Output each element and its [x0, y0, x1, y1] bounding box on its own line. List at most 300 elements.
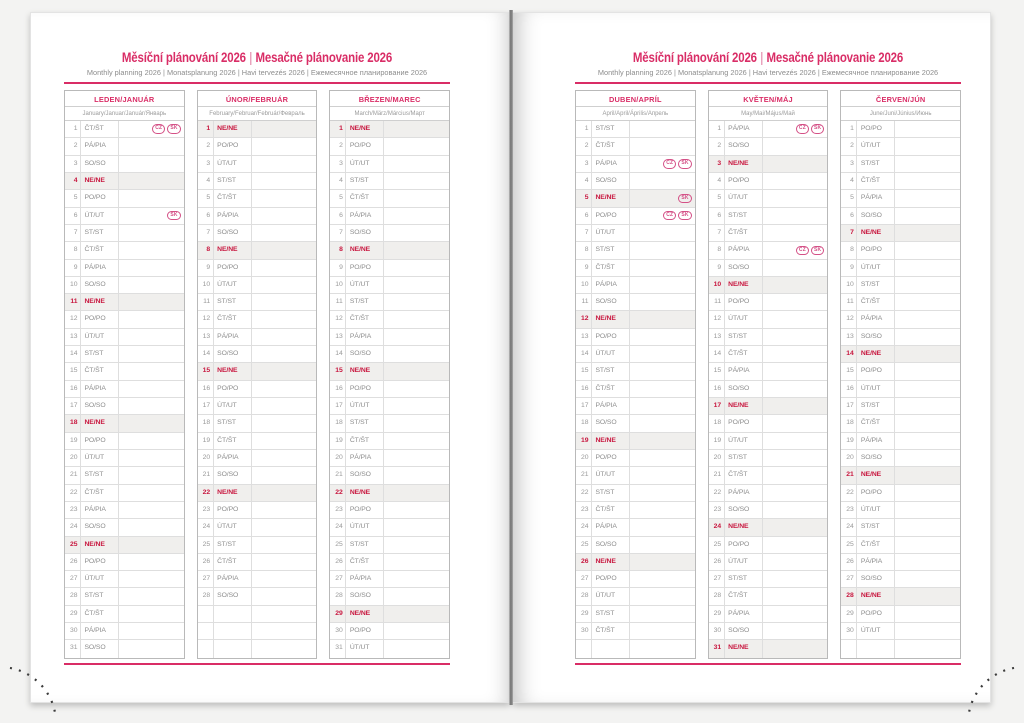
weekday-abbr: NE/NE	[81, 173, 119, 189]
weekday-abbr: ST/ST	[725, 571, 763, 587]
month-name: DUBEN/APRÍL	[576, 91, 695, 107]
notes-cell	[252, 554, 317, 570]
notes-cell	[252, 381, 317, 397]
date-number: 16	[198, 381, 214, 397]
day-row-unor-februar-4	[198, 173, 317, 190]
date-number: 27	[709, 571, 725, 587]
weekday-abbr: ST/ST	[214, 415, 252, 431]
notes-cell	[252, 519, 317, 535]
day-row-brezen-marec-7	[330, 225, 449, 242]
day-row-leden-januar-15	[65, 363, 184, 380]
notes-cell	[630, 588, 695, 604]
weekday-abbr: ÚT/UT	[592, 225, 630, 241]
notes-cell	[252, 311, 317, 327]
weekday-abbr: ÚT/UT	[346, 519, 384, 535]
notes-cell	[763, 277, 828, 293]
weekday-abbr: ÚT/UT	[81, 571, 119, 587]
day-row-leden-januar-7	[65, 225, 184, 242]
weekday-abbr: ÚT/UT	[346, 398, 384, 414]
day-row-cerven-jun-27	[841, 571, 960, 588]
empty-row	[576, 640, 695, 657]
weekday-abbr: SO/SO	[214, 225, 252, 241]
weekday-abbr: ÚT/UT	[346, 640, 384, 657]
day-row-kveten-maj-5	[709, 190, 828, 207]
date-number: 31	[330, 640, 346, 657]
date-number: 1	[330, 121, 346, 137]
date-number: 20	[198, 450, 214, 466]
day-row-unor-februar-16	[198, 381, 317, 398]
date-number: 15	[330, 363, 346, 379]
date-number: 27	[576, 571, 592, 587]
notes-cell	[252, 571, 317, 587]
date-number: 21	[65, 467, 81, 483]
date-number: 5	[841, 190, 857, 206]
weekday-abbr: SO/SO	[725, 502, 763, 518]
footer-rule	[575, 663, 961, 665]
date-number: 26	[576, 554, 592, 570]
date-number: 22	[709, 485, 725, 501]
holiday-badge-cz: CZ	[796, 124, 809, 134]
notes-cell	[119, 225, 184, 241]
weekday-abbr: SO/SO	[857, 208, 895, 224]
notes-cell	[384, 138, 449, 154]
date-number: 13	[198, 329, 214, 345]
date-number: 4	[709, 173, 725, 189]
day-row-duben-april-6	[576, 208, 695, 225]
day-row-leden-januar-31	[65, 640, 184, 657]
day-row-duben-april-22	[576, 485, 695, 502]
day-row-kveten-maj-25	[709, 537, 828, 554]
notes-cell	[895, 346, 960, 362]
day-row-unor-februar-26	[198, 554, 317, 571]
date-number: 9	[330, 260, 346, 276]
date-number: 17	[841, 398, 857, 414]
day-row-duben-april-21	[576, 467, 695, 484]
notes-cell	[119, 398, 184, 414]
weekday-abbr: ÚT/UT	[725, 433, 763, 449]
day-row-leden-januar-21	[65, 467, 184, 484]
notes-cell	[252, 623, 317, 639]
weekday-abbr: PO/PO	[81, 190, 119, 206]
weekday-abbr: NE/NE	[725, 398, 763, 414]
holiday-badge-sk: SK	[678, 159, 691, 169]
weekday-abbr	[214, 640, 252, 657]
date-number: 12	[709, 311, 725, 327]
day-row-duben-april-9	[576, 260, 695, 277]
weekday-abbr: SO/SO	[81, 156, 119, 172]
notes-cell	[119, 537, 184, 553]
date-number: 10	[330, 277, 346, 293]
weekday-abbr: ÚT/UT	[725, 190, 763, 206]
day-row-brezen-marec-17	[330, 398, 449, 415]
day-row-unor-februar-28	[198, 588, 317, 605]
day-row-kveten-maj-14	[709, 346, 828, 363]
weekday-abbr: ČT/ŠT	[592, 623, 630, 639]
notes-cell	[630, 433, 695, 449]
weekday-abbr: NE/NE	[346, 606, 384, 622]
weekday-abbr: ST/ST	[214, 294, 252, 310]
weekday-abbr: PÁ/PIA	[592, 156, 630, 172]
notes-cell	[119, 294, 184, 310]
weekday-abbr: PO/PO	[725, 294, 763, 310]
day-row-cerven-jun-29	[841, 606, 960, 623]
weekday-abbr: PÁ/PIA	[857, 554, 895, 570]
weekday-abbr: ČT/ŠT	[214, 311, 252, 327]
day-row-cerven-jun-25	[841, 537, 960, 554]
notes-cell	[384, 467, 449, 483]
notes-cell	[895, 381, 960, 397]
month-table-kveten-maj	[708, 90, 829, 659]
weekday-abbr: ÚT/UT	[857, 623, 895, 639]
weekday-abbr: ST/ST	[214, 537, 252, 553]
page-title-czech: Měsíční plánování 2026	[632, 49, 757, 65]
weekday-abbr: ÚT/UT	[857, 138, 895, 154]
day-row-unor-februar-3	[198, 156, 317, 173]
notes-cell	[763, 121, 828, 137]
date-number: 14	[330, 346, 346, 362]
day-row-unor-februar-21	[198, 467, 317, 484]
notes-cell	[384, 537, 449, 553]
weekday-abbr: NE/NE	[81, 294, 119, 310]
weekday-abbr: SO/SO	[592, 294, 630, 310]
notes-cell	[763, 415, 828, 431]
notes-cell	[895, 208, 960, 224]
day-row-brezen-marec-8	[330, 242, 449, 259]
page-subtitle: Monthly planning 2026 | Monatsplanung 2026 | Havi tervezés 2026 | Ежемесячное планирование 2026	[597, 68, 939, 77]
notes-cell	[252, 398, 317, 414]
day-row-duben-april-28	[576, 588, 695, 605]
weekday-abbr: SO/SO	[346, 225, 384, 241]
date-number: 21	[841, 467, 857, 483]
date-number: 2	[576, 138, 592, 154]
date-number: 15	[709, 363, 725, 379]
day-row-duben-april-15	[576, 363, 695, 380]
notes-cell	[252, 467, 317, 483]
weekday-abbr: ČT/ŠT	[725, 346, 763, 362]
day-row-brezen-marec-9	[330, 260, 449, 277]
notes-cell	[252, 294, 317, 310]
date-number: 9	[576, 260, 592, 276]
notes-cell	[384, 623, 449, 639]
notes-cell	[384, 606, 449, 622]
date-number: 12	[576, 311, 592, 327]
notes-cell	[895, 623, 960, 639]
notes-cell	[763, 190, 828, 206]
notes-cell	[384, 260, 449, 276]
weekday-abbr: SO/SO	[214, 346, 252, 362]
weekday-abbr: PO/PO	[592, 329, 630, 345]
day-row-duben-april-27	[576, 571, 695, 588]
weekday-abbr: ÚT/UT	[214, 156, 252, 172]
notes-cell	[763, 502, 828, 518]
day-row-brezen-marec-24	[330, 519, 449, 536]
weekday-abbr: PÁ/PIA	[592, 277, 630, 293]
day-row-cerven-jun-30	[841, 623, 960, 640]
day-row-duben-april-16	[576, 381, 695, 398]
date-number: 11	[576, 294, 592, 310]
weekday-abbr: ČT/ŠT	[857, 415, 895, 431]
notes-cell	[763, 346, 828, 362]
notes-cell	[763, 554, 828, 570]
weekday-abbr: ST/ST	[81, 346, 119, 362]
page-title-slovak: Mesačné plánovanie 2026	[766, 49, 904, 65]
weekday-abbr: SO/SO	[725, 260, 763, 276]
day-row-unor-februar-24	[198, 519, 317, 536]
weekday-abbr: ČT/ŠT	[81, 121, 119, 137]
date-number: 9	[65, 260, 81, 276]
date-number: 14	[841, 346, 857, 362]
notes-cell	[252, 173, 317, 189]
date-number: 6	[330, 208, 346, 224]
notes-cell	[252, 260, 317, 276]
weekday-abbr: ST/ST	[81, 467, 119, 483]
date-number: 17	[198, 398, 214, 414]
date-number: 8	[330, 242, 346, 258]
date-number: 6	[198, 208, 214, 224]
date-number: 21	[198, 467, 214, 483]
notes-cell	[763, 467, 828, 483]
day-row-cerven-jun-4	[841, 173, 960, 190]
notes-cell	[384, 398, 449, 414]
weekday-abbr: PO/PO	[857, 242, 895, 258]
weekday-abbr: PÁ/PIA	[725, 242, 763, 258]
month-table-cerven-jun	[840, 90, 961, 659]
notes-cell	[119, 450, 184, 466]
date-number: 19	[65, 433, 81, 449]
day-row-cerven-jun-9	[841, 260, 960, 277]
day-row-cerven-jun-22	[841, 485, 960, 502]
notes-cell	[119, 606, 184, 622]
notes-cell	[763, 329, 828, 345]
weekday-abbr: PÁ/PIA	[346, 450, 384, 466]
day-row-cerven-jun-20	[841, 450, 960, 467]
day-row-unor-februar-11	[198, 294, 317, 311]
date-number: 23	[709, 502, 725, 518]
weekday-abbr: ST/ST	[346, 173, 384, 189]
notes-cell	[252, 606, 317, 622]
day-row-duben-april-26	[576, 554, 695, 571]
date-number: 2	[198, 138, 214, 154]
day-row-cerven-jun-8	[841, 242, 960, 259]
notes-cell	[763, 398, 828, 414]
date-number: 18	[198, 415, 214, 431]
day-row-leden-januar-20	[65, 450, 184, 467]
date-number: 25	[330, 537, 346, 553]
day-row-kveten-maj-29	[709, 606, 828, 623]
weekday-abbr: ÚT/UT	[725, 554, 763, 570]
date-number: 19	[841, 433, 857, 449]
notes-cell	[895, 260, 960, 276]
weekday-abbr: ÚT/UT	[346, 156, 384, 172]
day-row-leden-januar-5	[65, 190, 184, 207]
date-number: 22	[841, 485, 857, 501]
notes-cell	[763, 588, 828, 604]
day-row-kveten-maj-1	[709, 121, 828, 138]
notes-cell	[895, 156, 960, 172]
date-number: 3	[576, 156, 592, 172]
day-row-kveten-maj-12	[709, 311, 828, 328]
day-row-brezen-marec-15	[330, 363, 449, 380]
date-number: 20	[709, 450, 725, 466]
notes-cell	[252, 433, 317, 449]
day-row-duben-april-25	[576, 537, 695, 554]
notes-cell	[252, 190, 317, 206]
notes-cell	[384, 554, 449, 570]
month-table-brezen-marec	[329, 90, 450, 659]
notes-cell	[384, 502, 449, 518]
notes-cell	[763, 606, 828, 622]
date-number: 16	[65, 381, 81, 397]
weekday-abbr	[857, 640, 895, 657]
day-row-leden-januar-14	[65, 346, 184, 363]
weekday-abbr: ÚT/UT	[214, 277, 252, 293]
day-row-cerven-jun-19	[841, 433, 960, 450]
weekday-abbr: NE/NE	[346, 242, 384, 258]
day-row-cerven-jun-6	[841, 208, 960, 225]
date-number: 28	[330, 588, 346, 604]
weekday-abbr: ÚT/UT	[857, 260, 895, 276]
day-row-leden-januar-6	[65, 208, 184, 225]
weekday-abbr: SO/SO	[81, 398, 119, 414]
day-row-cerven-jun-13	[841, 329, 960, 346]
weekday-abbr: ČT/ŠT	[81, 606, 119, 622]
weekday-abbr: ČT/ŠT	[81, 363, 119, 379]
weekday-abbr: PO/PO	[346, 502, 384, 518]
day-row-cerven-jun-11	[841, 294, 960, 311]
notes-cell	[119, 208, 184, 224]
weekday-abbr: PO/PO	[346, 623, 384, 639]
weekday-abbr: ÚT/UT	[857, 502, 895, 518]
day-row-brezen-marec-13	[330, 329, 449, 346]
date-number: 23	[841, 502, 857, 518]
date-number: 7	[576, 225, 592, 241]
weekday-abbr: ST/ST	[592, 121, 630, 137]
date-number	[576, 640, 592, 657]
day-row-duben-april-30	[576, 623, 695, 640]
date-number: 8	[198, 242, 214, 258]
weekday-abbr: SO/SO	[857, 571, 895, 587]
day-row-brezen-marec-2	[330, 138, 449, 155]
date-number: 11	[65, 294, 81, 310]
month-table-leden-januar	[64, 90, 185, 659]
notes-cell	[630, 156, 695, 172]
day-row-brezen-marec-29	[330, 606, 449, 623]
notes-cell	[384, 277, 449, 293]
weekday-abbr: ČT/ŠT	[592, 260, 630, 276]
notes-cell	[119, 156, 184, 172]
day-row-brezen-marec-10	[330, 277, 449, 294]
notes-cell	[630, 260, 695, 276]
weekday-abbr: ČT/ŠT	[214, 190, 252, 206]
notes-cell	[895, 173, 960, 189]
day-row-kveten-maj-7	[709, 225, 828, 242]
day-row-kveten-maj-11	[709, 294, 828, 311]
weekday-abbr: ČT/ŠT	[725, 225, 763, 241]
day-row-unor-februar-5	[198, 190, 317, 207]
day-row-cerven-jun-28	[841, 588, 960, 605]
notes-cell	[895, 571, 960, 587]
date-number: 5	[576, 190, 592, 206]
notes-cell	[630, 346, 695, 362]
weekday-abbr: SO/SO	[81, 277, 119, 293]
month-table-duben-april	[575, 90, 696, 659]
weekday-abbr: ÚT/UT	[346, 277, 384, 293]
weekday-abbr: ST/ST	[857, 519, 895, 535]
day-row-kveten-maj-22	[709, 485, 828, 502]
date-number: 20	[576, 450, 592, 466]
day-row-leden-januar-4	[65, 173, 184, 190]
date-number: 7	[709, 225, 725, 241]
day-row-brezen-marec-16	[330, 381, 449, 398]
date-number: 1	[576, 121, 592, 137]
notes-cell	[763, 311, 828, 327]
date-number: 18	[330, 415, 346, 431]
notes-cell	[895, 640, 960, 657]
date-number: 5	[709, 190, 725, 206]
day-row-duben-april-12	[576, 311, 695, 328]
date-number: 4	[65, 173, 81, 189]
weekday-abbr: ST/ST	[725, 329, 763, 345]
notes-cell	[252, 208, 317, 224]
date-number: 25	[709, 537, 725, 553]
notes-cell	[119, 121, 184, 137]
notes-cell	[630, 208, 695, 224]
holiday-badge-cz: CZ	[663, 159, 676, 169]
date-number: 29	[65, 606, 81, 622]
day-row-duben-april-13	[576, 329, 695, 346]
page-title-czech: Měsíční plánování 2026	[121, 49, 246, 65]
weekday-abbr: ČT/ŠT	[725, 467, 763, 483]
date-number: 4	[198, 173, 214, 189]
notes-cell	[630, 381, 695, 397]
date-number: 11	[841, 294, 857, 310]
weekday-abbr: PÁ/PIA	[857, 190, 895, 206]
notes-cell	[384, 225, 449, 241]
notes-cell	[630, 554, 695, 570]
notes-cell	[630, 277, 695, 293]
date-number: 25	[198, 537, 214, 553]
date-number: 16	[841, 381, 857, 397]
notes-cell	[763, 208, 828, 224]
day-row-unor-februar-25	[198, 537, 317, 554]
weekday-abbr: ST/ST	[81, 588, 119, 604]
weekday-abbr: NE/NE	[592, 190, 630, 206]
notes-cell	[895, 363, 960, 379]
day-row-duben-april-11	[576, 294, 695, 311]
weekday-abbr: ST/ST	[857, 156, 895, 172]
notes-cell	[895, 242, 960, 258]
weekday-abbr: ČT/ŠT	[214, 554, 252, 570]
date-number: 20	[65, 450, 81, 466]
day-row-leden-januar-16	[65, 381, 184, 398]
notes-cell	[763, 433, 828, 449]
day-row-brezen-marec-1	[330, 121, 449, 138]
day-row-duben-april-14	[576, 346, 695, 363]
date-number: 24	[65, 519, 81, 535]
notes-cell	[252, 485, 317, 501]
notes-cell	[252, 415, 317, 431]
notes-cell	[252, 242, 317, 258]
day-row-leden-januar-30	[65, 623, 184, 640]
weekday-abbr: SO/SO	[725, 381, 763, 397]
date-number: 2	[841, 138, 857, 154]
date-number: 26	[709, 554, 725, 570]
date-number: 12	[198, 311, 214, 327]
weekday-abbr: SO/SO	[725, 138, 763, 154]
notes-cell	[895, 329, 960, 345]
notes-cell	[763, 242, 828, 258]
date-number: 8	[65, 242, 81, 258]
